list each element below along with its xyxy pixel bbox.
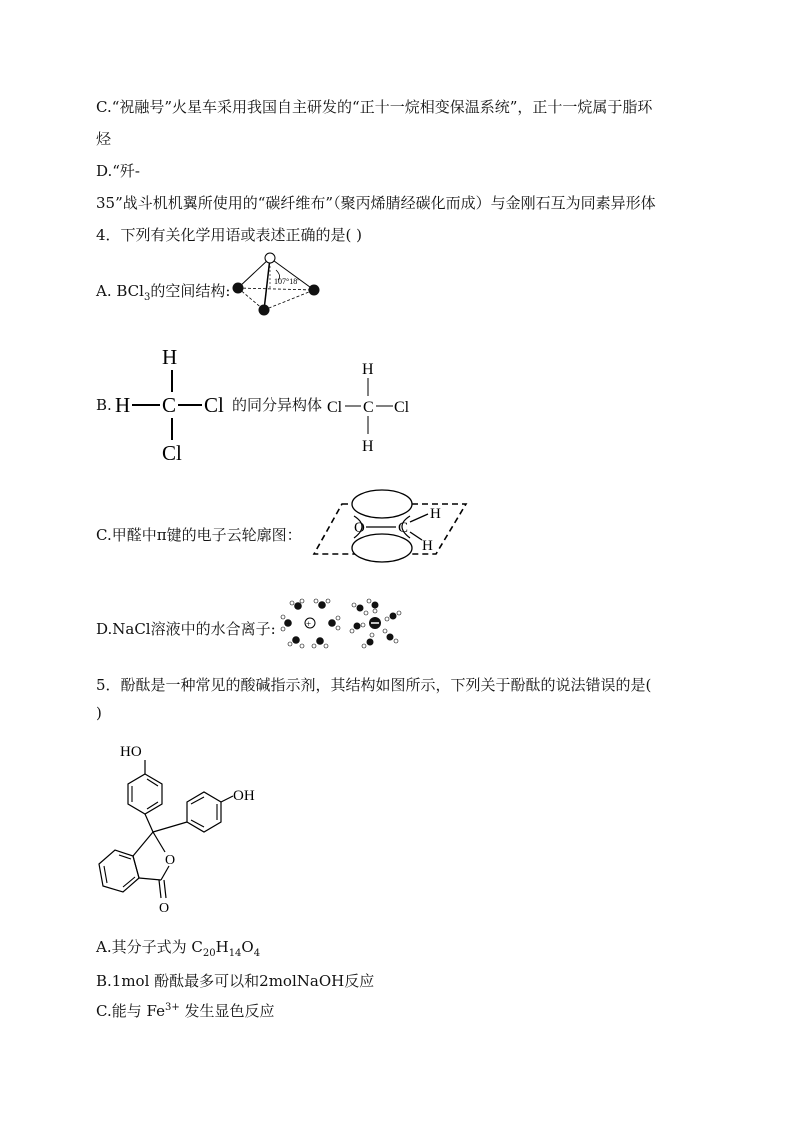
q3-option-d-cont: 35”战斗机机翼所使用的“碳纤维布”（聚丙烯腈经碳化而成）与金刚石互为同素异形体 (96, 194, 656, 212)
q3-option-c: C.“祝融号”火星车采用我国自主研发的“正十一烷相变保温系统”，正十一烷属于脂环 (96, 98, 653, 116)
q3-option-c-cont: 烃 (96, 130, 112, 148)
label-oh: OH (233, 788, 255, 804)
formaldehyde-pi-bond-diagram (310, 486, 470, 576)
water-molecule (314, 599, 330, 609)
q5-a-h-sub: 14 (228, 948, 242, 959)
q5-option-b: B.1mol 酚酞最多可以和2molNaOH反应 (96, 972, 375, 990)
atom-c-3: C (398, 520, 409, 536)
plus-icon: + (306, 619, 312, 629)
water-molecule (362, 633, 374, 648)
q4-a-suffix: 的空间结构: (150, 282, 231, 300)
water-molecule (328, 616, 340, 630)
water-molecule (288, 636, 304, 648)
atom-h-top: H (162, 345, 178, 369)
atom-o: O (354, 520, 365, 536)
q5-c-suffix: 发生显色反应 (179, 1002, 275, 1020)
water-molecule (350, 623, 365, 634)
q4-option-c: C.甲醛中π键的电子云轮廓图： (96, 526, 302, 544)
atom-c-2: C (363, 399, 374, 416)
q5-c-prefix: C.能与 Fe (96, 1002, 165, 1020)
label-ho: HO (120, 744, 142, 760)
bcl3-pyramid-diagram (226, 250, 326, 320)
atom-cl-bottom: Cl (162, 441, 182, 465)
water-molecule (385, 611, 401, 621)
q4-b-isomer-text: 的同分异构体 (232, 396, 323, 414)
atom-h-bottom-2: H (362, 438, 374, 455)
q3-option-d: D.“歼- (96, 162, 140, 180)
q5-c-sup: 3+ (164, 1002, 180, 1013)
label-o-ring: O (165, 853, 176, 868)
label-o-carbonyl: O (159, 901, 170, 916)
atom-h-top-2: H (362, 361, 374, 378)
q4-option-b-label: B. (96, 396, 112, 414)
water-molecule (281, 615, 292, 631)
atom-cl-right: Cl (204, 393, 224, 417)
water-molecule (383, 629, 398, 643)
q5-a-o: O (241, 938, 254, 956)
water-molecule (312, 637, 328, 648)
water-molecule (290, 599, 304, 610)
q5-option-a (96, 936, 260, 959)
atom-h-left: H (115, 393, 131, 417)
ch2cl2-structure-1 (110, 340, 235, 470)
q5-option-c (96, 1000, 274, 1021)
q5-a-c-sub: 20 (202, 948, 216, 959)
q5-a-o-sub: 4 (253, 948, 261, 959)
q4-option-d: D.NaCl溶液中的水合离子: (96, 620, 276, 638)
q5-a-h: H (215, 938, 229, 956)
hydrated-ions-diagram (280, 596, 405, 651)
q5-a-prefix: A.其分子式为 C (96, 938, 203, 956)
bond-angle-label: 107°18' (274, 277, 299, 286)
q5-stem: 5．酚酞是一种常见的酸碱指示剂，其结构如图所示，下列关于酚酞的说法错误的是( (96, 676, 652, 694)
q5-stem-cont: ) (96, 704, 102, 722)
ch2cl2-structure-2 (325, 356, 420, 456)
q4-a-prefix: A. BCl (96, 282, 144, 300)
water-molecule (367, 599, 379, 613)
atom-cl-left-2: Cl (327, 399, 343, 416)
atom-h-3b: H (422, 538, 433, 554)
atom-c: C (162, 393, 177, 417)
q4-a-sub: 3 (143, 292, 151, 303)
phenolphthalein-structure (95, 738, 275, 918)
atom-cl-right-2: Cl (394, 399, 410, 416)
q4-option-a (96, 280, 230, 303)
q4-stem: 4．下列有关化学用语或表述正确的是( ) (96, 226, 363, 244)
atom-h-3a: H (430, 506, 441, 522)
water-molecule (352, 603, 368, 615)
